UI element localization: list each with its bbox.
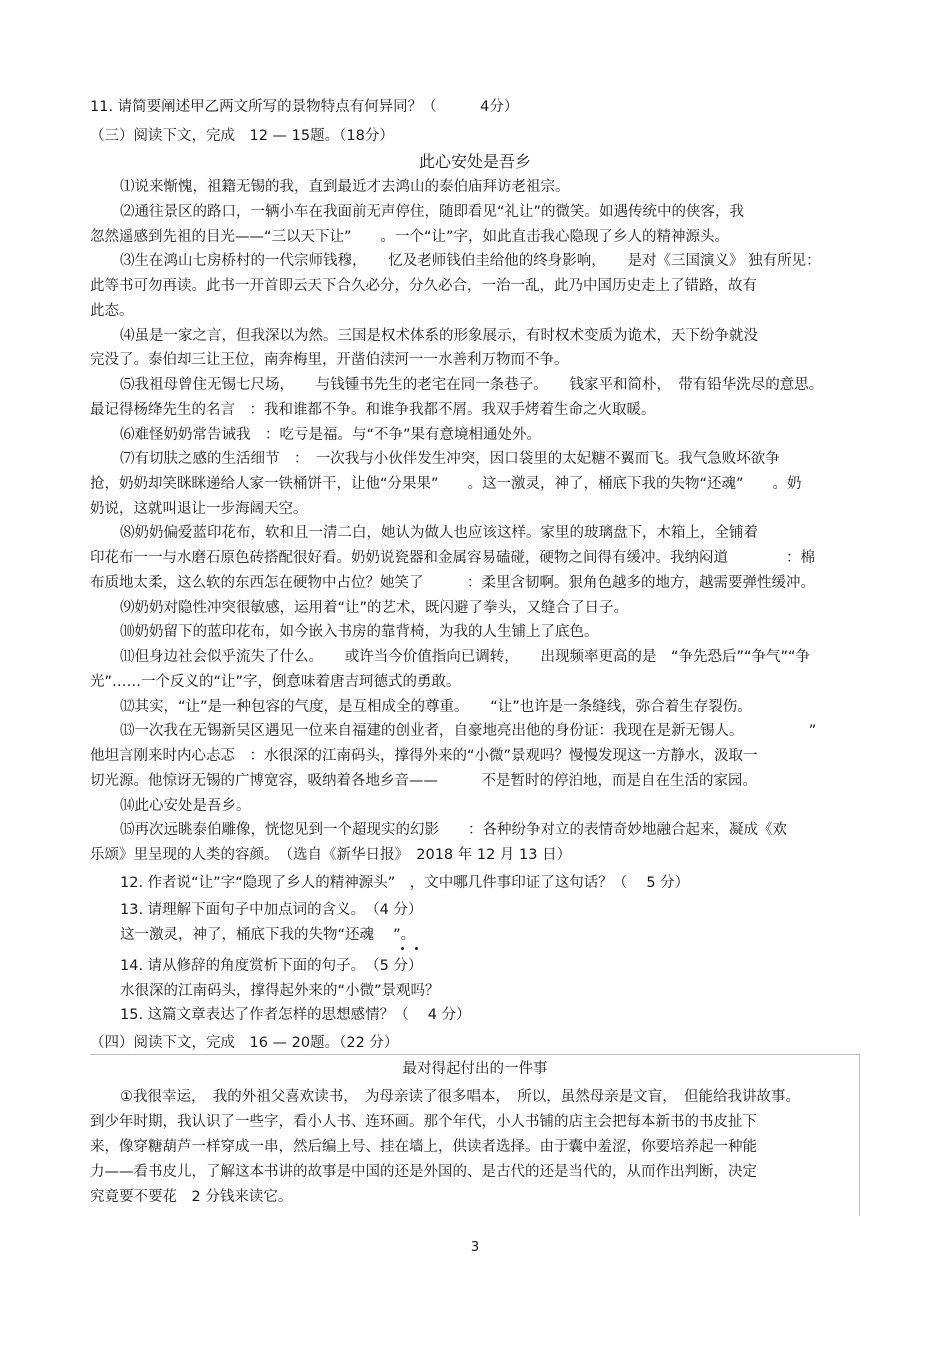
question-14: 14. 请从修辞的角度赏析下面的句子。 （5 分） [120, 958, 423, 974]
article-2-title: 最对得起付出的一件事 [402, 1061, 548, 1077]
paragraph-line: ⑿其实，“让”是一种包容的气度，是互相成全的尊重。 “让”也许是一条缝线，弥合着生存裂伤。 [120, 699, 752, 715]
paragraph-line: 此等书可勿再读。此书一开首即云天下合久必分，分久必合，一治一乱，此乃中国历史走上了错路，故有 [90, 278, 757, 294]
paragraph-line: ⑼奶奶对隐性冲突很敏感，运用着“让”的艺术，既闪避了拳头，又缝合了日子。 [120, 600, 629, 616]
paragraph-line: 他坦言刚来时内心忐忑 ：水很深的江南码头，撑得外来的“小微”景观吗？慢慢发现这一方静水，汲取一 [90, 748, 758, 764]
question-12: 12. 作者说“让”字“隐现了乡人的精神源头” ，文中哪几件事印证了这句话？（ 5 分） [120, 875, 690, 891]
paragraph-line: ⑻奶奶偏爱蓝印花布，软和且一清二白，她认为做人也应该这样。家里的玻璃盘下，木箱上，全铺着 [120, 525, 758, 541]
question-14-sentence: 水很深的江南码头，撑得起外来的“小微”景观吗？ [120, 983, 440, 999]
paragraph-line: ⑸我祖母曾住无锡七尺场， 与钱锺书先生的老宅在同一条巷子。 钱家平和简朴， 带有铅华洗尽的意思。 [120, 377, 824, 393]
paragraph-line: 最记得杨绛先生的名言 ：我和谁都不争。和谁争我都不屑。我双手烤着生命之火取暖。 [90, 402, 656, 418]
paragraph-line: 完没了。泰伯却三让王位，南奔梅里，开凿伯渎河一一水善利万物而不争。 [90, 352, 569, 368]
paragraph-line: ⑶生在鸿山七房桥村的一代宗师钱穆， 忆及老师钱伯圭给他的终身影响， 是对《三国演义》 独有所见： [120, 253, 821, 269]
section-3-heading: （三）阅读下文，完成 12 — 15题。（18分） [90, 128, 394, 144]
paragraph-line: 切光源。他惊讶无锡的广博宽容，吸纳着各地乡音—— 不是暂时的停泊地，而是自在生活的家园。 [90, 773, 757, 789]
paragraph-line: ⑺有切肤之感的生活细节 ： 一次我与小伙伴发生冲突，因口袋里的太妃糖不翼而飞。我气急败坏欲争 [120, 451, 780, 467]
paragraph-line: 到少年时期，我认识了一些字，看小人书、连环画。那个年代，小人书铺的店主会把每本新书的书皮扯下 [90, 1114, 757, 1130]
question-13-sentence: 这一激灵，神了，桶底下我的失物“还魂 ”。 [120, 927, 416, 943]
paragraph-line: 来，像穿糖葫芦一样穿成一串，然后编上号、挂在墙上，供读者选择。由于囊中羞涩，你要培养起一种能 [90, 1139, 757, 1155]
paragraph-line: 光”……一个反义的“让”字，倒意味着唐吉珂德式的勇敢。 [90, 674, 461, 690]
page-number: 3 [470, 1240, 480, 1255]
paragraph-line: 布质地太柔，这么软的东西怎在硬物中占位？她笑了 ：柔里含韧啊。狠角色越多的地方，越需要弹性缓冲。 [90, 575, 815, 591]
paragraph-line: 此态。 [90, 303, 134, 319]
question-11: 11. 请简要阐述甲乙两文所写的景物特点有何异同？（ 4分） [90, 99, 519, 115]
question-13: 13. 请理解下面句子中加点词的含义。 （4 分） [120, 902, 423, 918]
paragraph-line: 忽然遥感到先祖的目光——“三以天下让” 。一个“让”字，如此直击我心隐现了乡人的精神源头。 [90, 229, 730, 245]
section-4-heading: （四）阅读下文，完成 16 — 20题。（22 分） [90, 1035, 399, 1051]
paragraph-line: 奶说，这就叫退让一步海阔天空。 [90, 501, 308, 517]
paragraph-line: 乐颂》里呈现的人类的容颜。 （选自《新华日报》 2018 年 12 月 13 日） [90, 847, 572, 863]
paragraph-line: ⑷虽是一家之言，但我深以为然。三国是权术体系的形象展示，有时权术变质为诡术，天下纷争就没 [120, 328, 758, 344]
paragraph-line: ⑽奶奶留下的蓝印花布，如今嵌入书房的靠背椅，为我的人生铺上了底色。 [120, 624, 599, 640]
paragraph-line: ⑾但身边社会似乎流失了什么。 或许当今价值指向已调转， 出现频率更高的是 “争先恐后”“争气”“争 [120, 649, 811, 665]
paragraph-line: ⒀一次我在无锡新吴区遇见一位来自福建的创业者，自豪地亮出他的身份证：我现在是新无锡人。 ” [120, 723, 817, 739]
article-1-title: 此心安处是吾乡 [418, 152, 531, 171]
paragraph-line: ⒁此心安处是吾乡。 [120, 798, 251, 814]
emphasis-dot [415, 947, 418, 950]
paragraph-line: 抢，奶奶却笑眯眯递给人家一铁桶饼干，让他“分果果” 。这一激灵，神了，桶底下我的失物“还魂” 。奶 [90, 476, 802, 492]
paragraph-line: ⑴说来惭愧，祖籍无锡的我，直到最近才去鸿山的泰伯庙拜访老祖宗。 [120, 179, 570, 195]
paragraph-line: ⑹难怪奶奶常告诫我 ：吃亏是福。与“不争”果有意境相通处外。 [120, 427, 542, 443]
paragraph-line: 力——看书皮儿，了解这本书讲的故事是中国的还是外国的、是古代的还是当代的，从而作出判断，决定 [90, 1164, 757, 1180]
emphasis-dot [401, 947, 404, 950]
paragraph-line: 印花布一一与水磨石原色砖搭配很好看。奶奶说瓷器和金属容易磕碰，硬物之间得有缓冲。我纳闷道 ：棉 [90, 550, 815, 566]
paragraph-line: ⒂再次远眺泰伯雕像，恍惚见到一个超现实的幻影 ：各种纷争对立的表情奇妙地融合起来，凝成《欢 [120, 822, 787, 838]
paragraph-line: ⑵通往景区的路口，一辆小车在我面前无声停住，随即看见“礼让”的微笑。如遇传统中的侠客，我 [120, 204, 745, 220]
paragraph-line: ①我很幸运， 我的外祖父喜欢读书， 为母亲读了很多唱本， 所以，虽然母亲是文盲， 但能给我讲故事。 [120, 1089, 800, 1105]
paragraph-line: 究竟要不要花 2 分钱来读它。 [90, 1189, 293, 1205]
question-15: 15. 这篇文章表达了作者怎样的思想感情？（ 4 分） [120, 1007, 471, 1023]
